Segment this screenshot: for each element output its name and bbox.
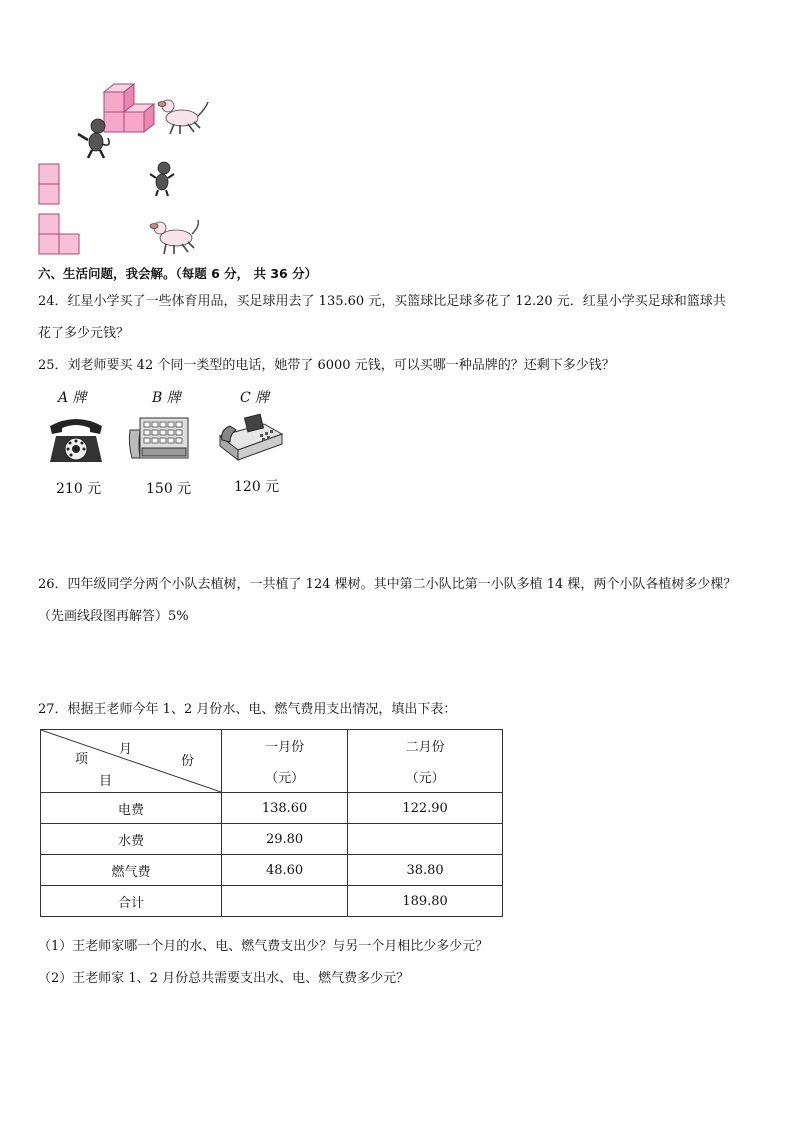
keypad-phone-icon [126,410,194,464]
corner-month-2: 份 [181,754,195,769]
jan-value: 138.60 [222,793,348,824]
corner-header-cell [41,730,222,793]
table-row [41,793,503,824]
front-view [39,214,79,254]
col-feb-unit: （元） [405,771,445,786]
corner-item-1: 项 [75,752,89,767]
row-name: 合计 [41,886,222,917]
monkey-icon [150,162,174,196]
jan-value: 29.80 [222,824,348,855]
fax-phone-icon [216,410,286,466]
jan-value: 48.60 [222,855,348,886]
dog-icon [150,220,198,254]
question-24-line-2: 花了多少元钱？ [38,326,130,341]
fee-table [40,729,503,917]
phone-c-label: C 牌 [240,390,270,406]
phone-b-price: 150 元 [146,481,192,497]
row-name: 水费 [41,824,222,855]
monkey-icon [78,119,109,158]
question-27-sub-1: （1）王老师家哪一个月的水、电、燃气费支出少？与另一个月相比少多少元？ [38,939,489,954]
side-view [39,164,59,204]
feb-value: 122.90 [348,793,503,824]
col-jan-title: 一月份 [265,740,305,755]
question-27-sub-2: （2）王老师家 1、2 月份总共需要支出水、电、燃气费多少元？ [38,971,410,986]
table-header-row [41,730,503,793]
dog-icon [158,100,208,134]
row-name: 电费 [41,793,222,824]
jan-value[interactable] [222,886,348,917]
feb-value: 189.80 [348,886,503,917]
question-24-line-1: 24．红星小学买了一些体育用品，买足球用去了 135.60 元，买篮球比足球多花了 12.20 元．红星小学买足球和篮球共 [38,294,726,309]
question-27-intro: 27．根据王老师今年 1、2 月份水、电、燃气费用支出情况，填出下表： [38,702,457,717]
col-jan-header [222,730,348,793]
col-feb-title: 二月份 [405,740,445,755]
rotary-phone-icon [44,412,108,468]
corner-item-2: 目 [99,774,113,789]
phone-a-label: A 牌 [58,390,87,406]
phone-c-price: 120 元 [234,479,280,495]
phone-b-label: B 牌 [152,390,181,406]
row-name: 燃气费 [41,855,222,886]
feb-value: 38.80 [348,855,503,886]
cube-figure [30,78,220,260]
col-feb-header [348,730,503,793]
question-26-line-1: 26．四年级同学分两个小队去植树，一共植了 124 棵树。其中第二小队比第一小队多植 14 棵，两个小队各植树多少棵？ [38,577,737,592]
table-row [41,855,503,886]
feb-value[interactable] [348,824,503,855]
question-25-text: 25．刘老师要买 42 个同一类型的电话，她带了 6000 元钱，可以买哪一种品牌的？还剩下多少钱？ [38,358,615,373]
col-jan-unit: （元） [265,771,305,786]
section-six-title: 六、生活问题，我会解。（每题 6 分， 共 36 分） [38,266,318,281]
table-row [41,886,503,917]
cube-stack [104,84,154,132]
table-row [41,824,503,855]
phone-a-price: 210 元 [56,481,102,497]
corner-month-1: 月 [119,742,133,757]
question-26-line-2: （先画线段图再解答）5% [38,609,189,624]
